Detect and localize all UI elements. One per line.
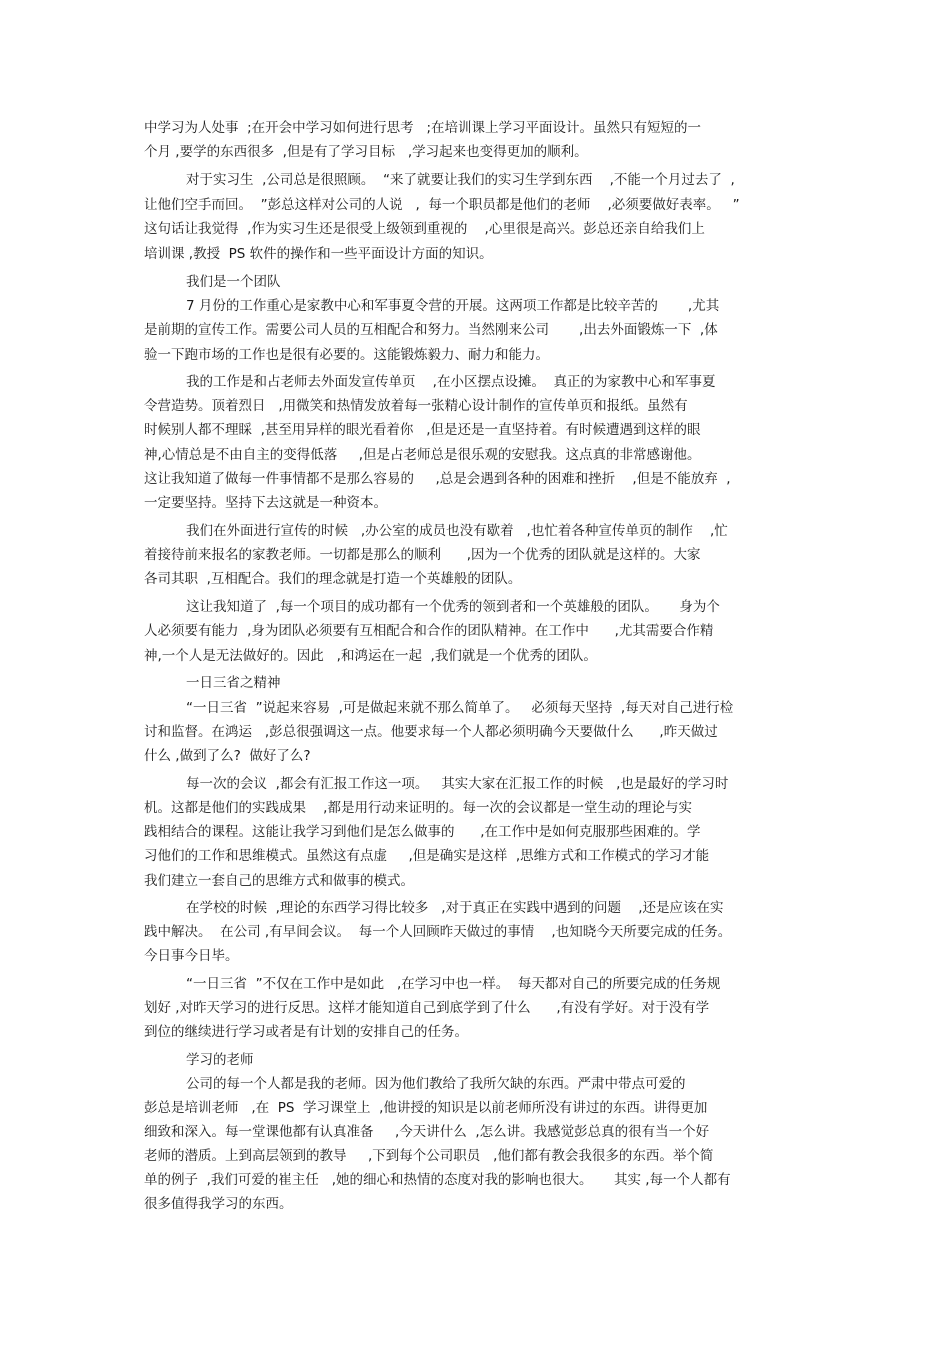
text-line: 个月 ,要学的东西很多 ,但是有了学习目标 ,学习起来也变得更加的顺利。 [144,144,588,160]
text-line: 我们在外面进行宣传的时候 ,办公室的成员也没有歇着 ,也忙着各种宣传单页的制作 ,忙 [186,523,728,539]
text-line: 我们建立一套自己的思维方式和做事的模式。 [144,873,414,889]
text-line: 到位的继续进行学习或者是有计划的安排自己的任务。 [144,1024,468,1040]
text-line: 令营造势。顶着烈日 ,用微笑和热情发放着每一张精心设计制作的宣传单页和报纸。虽然有 [144,398,688,414]
text-line: 这让我知道了 ,每一个项目的成功都有一个优秀的领到者和一个英雄般的团队。 身为个 [186,599,720,615]
text-line: 中学习为人处事 ;在开会中学习如何进行思考 ;在培训课上学习平面设计。虽然只有短短的一 [144,120,702,136]
text-line: 一定要坚持。坚持下去这就是一种资本。 [144,495,387,511]
text-line: 我们是一个团队 [186,274,281,290]
text-line: 讨和监督。在鸿运 ,彭总很强调这一点。他要求每一个人都必须明确今天要做什么 ,昨天做过 [144,724,718,740]
text-line: 培训课 ,教授 PS 软件的操作和一些平面设计方面的知识。 [144,246,493,262]
text-line: “一日三省 ”不仅在工作中是如此 ,在学习中也一样。 每天都对自己的所要完成的任务规 [186,976,721,992]
text-line: 今日事今日毕。 [144,948,239,964]
text-line: 是前期的宣传工作。需要公司人员的互相配合和努力。当然刚来公司 ,出去外面锻炼一下 ,体 [144,322,718,338]
text-line: 各司其职 ,互相配合。我们的理念就是打造一个英雄般的团队。 [144,571,522,587]
text-line: 这让我知道了做每一件事情都不是那么容易的 ,总是会遇到各种的困难和挫折 ,但是不能放弃 , [144,471,731,487]
text-line: 每一次的会议 ,都会有汇报工作这一项。 其实大家在汇报工作的时候 ,也是最好的学习时 [186,776,729,792]
text-line: “一日三省 ”说起来容易 ,可是做起来就不那么简单了。 必须每天坚持 ,每天对自己进行检 [186,700,734,716]
text-line: 细致和深入。每一堂课他都有认真准备 ,今天讲什么 ,怎么讲。我感觉彭总真的很有当一个好 [144,1124,710,1140]
text-line: 习他们的工作和思维模式。虽然这有点虚 ,但是确实是这样 ,思维方式和工作模式的学习才能 [144,848,710,864]
text-line: 彭总是培训老师 ,在 PS 学习课堂上 ,他讲授的知识是以前老师所没有讲过的东西。讲得更加 [144,1100,708,1116]
text-line: 这句话让我觉得 ,作为实习生还是很受上级领到重视的 ,心里很是高兴。彭总还亲自给我们上 [144,221,705,237]
text-line: 学习的老师 [186,1052,254,1068]
text-line: 很多值得我学习的东西。 [144,1196,293,1212]
text-line: 神,一个人是无法做好的。因此 ,和鸿运在一起 ,我们就是一个优秀的团队。 [144,648,597,664]
text-line: 划好 ,对昨天学习的进行反思。这样才能知道自己到底学到了什么 ,有没有学好。对于没有学 [144,1000,710,1016]
text-line: 公司的每一个人都是我的老师。因为他们教给了我所欠缺的东西。严肃中带点可爱的 [186,1076,686,1092]
text-line: 7 月份的工作重心是家教中心和军事夏令营的开展。这两项工作都是比较辛苦的 ,尤其 [186,298,720,314]
text-line: 机。这都是他们的实践成果 ,都是用行动来证明的。每一次的会议都是一堂生动的理论与实 [144,800,692,816]
text-line: 神,心情总是不由自主的变得低落 ,但是占老师总是很乐观的安慰我。这点真的非常感谢他。 [144,447,701,463]
text-line: 单的例子 ,我们可爱的崔主任 ,她的细心和热情的态度对我的影响也很大。 其实 ,每一个人都有 [144,1172,731,1188]
text-line: 老师的潜质。上到高层领到的教导 ,下到每个公司职员 ,他们都有教会我很多的东西。举个简 [144,1148,714,1164]
text-line: 对于实习生 ,公司总是很照顾。 “来了就要让我们的实习生学到东西 ,不能一个月过去了 , [186,172,735,188]
text-line: 时候别人都不理睬 ,甚至用异样的眼光看着你 ,但是还是一直坚持着。有时候遭遇到这样的眼 [144,422,701,438]
text-line: 验一下跑市场的工作也是很有必要的。这能锻炼毅力、耐力和能力。 [144,347,549,363]
text-line: 着接待前来报名的家教老师。一切都是那么的顺利 ,因为一个优秀的团队就是这样的。大家 [144,547,701,563]
text-line: 在学校的时候 ,理论的东西学习得比较多 ,对于真正在实践中遇到的问题 ,还是应该在实 [186,900,724,916]
text-line: 我的工作是和占老师去外面发宣传单页 ,在小区摆点设摊。 真正的为家教中心和军事夏 [186,374,716,390]
text-line: 人必须要有能力 ,身为团队必须要有互相配合和合作的团队精神。在工作中 ,尤其需要合作精 [144,623,714,639]
text-line: 践中解决。 在公司 ,有早间会议。 每一个人回顾昨天做过的事情 ,也知晓今天所要完成的任务。 [144,924,732,940]
text-line: 一日三省之精神 [186,675,281,691]
text-line: 什么 ,做到了么? 做好了么? [144,748,311,764]
text-line: 践相结合的课程。这能让我学习到他们是怎么做事的 ,在工作中是如何克服那些困难的。学 [144,824,701,840]
text-line: 让他们空手而回。 ”彭总这样对公司的人说 , 每一个职员都是他们的老师 ,必须要做好表率。 ” [144,197,740,213]
